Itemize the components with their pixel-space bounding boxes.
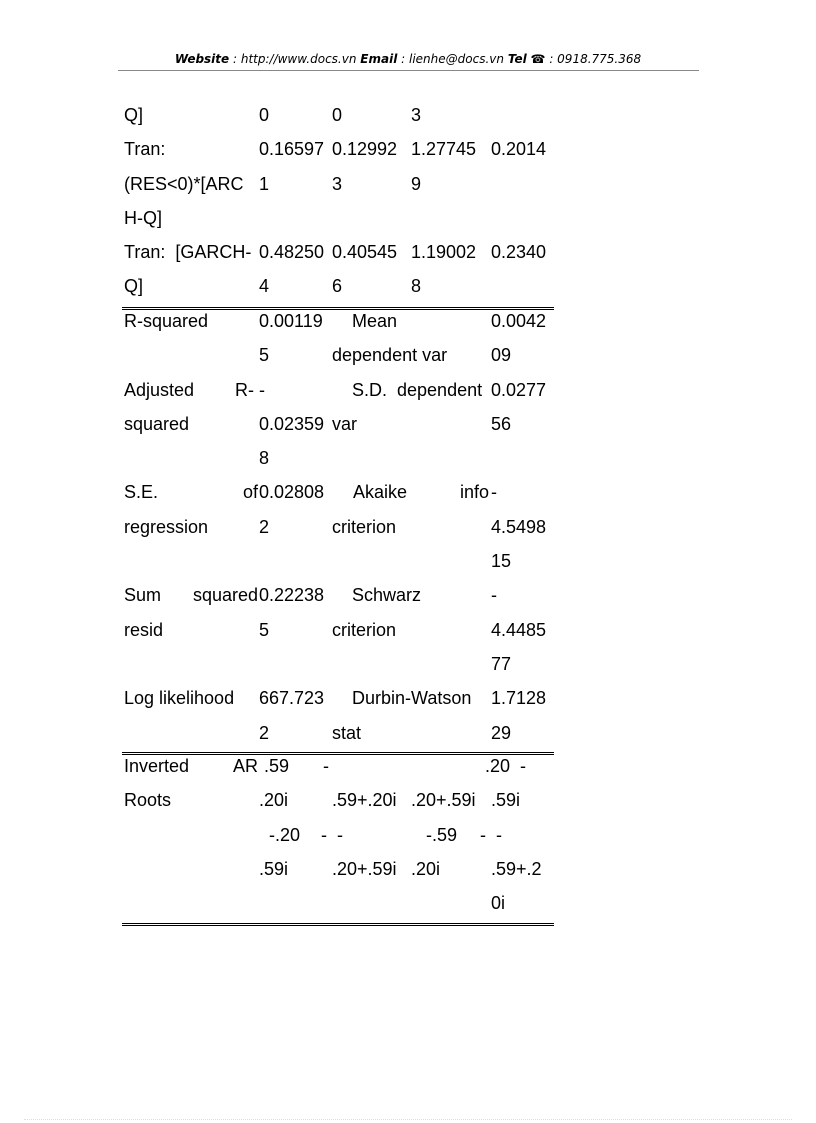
- std-error-value: 3: [332, 173, 343, 194]
- root-value: .20 -: [480, 756, 527, 776]
- stat-label-part: of: [242, 482, 258, 503]
- email-value: : lienhe@docs.vn: [401, 52, 504, 66]
- stat-value: 0.0042: [491, 311, 547, 331]
- row-label: (RES<0)*[ARC: [124, 173, 244, 194]
- stat-label: regression: [124, 516, 209, 537]
- root-value: .59i: [259, 858, 289, 879]
- stat-label: var: [332, 413, 358, 434]
- statistics-table: [122, 304, 554, 750]
- roots-label: [124, 749, 258, 783]
- website-label: Website: [174, 52, 230, 66]
- stat-value: 2: [259, 516, 270, 537]
- table-row: [122, 304, 554, 338]
- stat-label-part: S.E.: [124, 482, 159, 503]
- stat-value: 0.00119: [259, 311, 323, 331]
- table-row: [122, 716, 554, 750]
- root-value: .20i: [259, 790, 289, 811]
- table-row: [122, 578, 554, 612]
- stat-label: [124, 373, 254, 407]
- z-stat-value: 9: [411, 173, 422, 194]
- root-value: -.59: [411, 824, 458, 845]
- table-row: [122, 818, 554, 852]
- stat-label-part: Sum: [124, 585, 162, 606]
- table-row: [122, 441, 554, 475]
- table-row: [122, 235, 554, 269]
- table-row: [122, 852, 554, 886]
- std-error-value: 0: [332, 105, 343, 125]
- row-label: H-Q]: [124, 207, 162, 228]
- stat-label: stat: [332, 722, 362, 743]
- row-label: Tran: [GARCH-: [124, 242, 252, 263]
- stat-label-part: Adjusted: [124, 379, 195, 400]
- stat-label-part: R-: [235, 379, 254, 400]
- stat-label: Schwarz: [332, 585, 422, 606]
- stat-label: criterion: [332, 619, 397, 640]
- stat-value: 0.0277: [491, 379, 547, 400]
- stat-value: 15: [491, 551, 512, 572]
- coefficient-value: 0.48250: [259, 242, 325, 263]
- stat-value: 4.5498: [491, 516, 547, 537]
- table-row: [122, 269, 554, 303]
- stat-label: squared: [124, 413, 190, 434]
- table-row: [122, 338, 554, 372]
- stat-value: -: [491, 585, 497, 606]
- roots-label-part: Inverted: [124, 756, 190, 776]
- std-error-value: 6: [332, 276, 343, 297]
- stat-label-part: squared: [192, 585, 258, 606]
- stat-label: R-squared: [124, 311, 209, 331]
- stat-value: 56: [491, 413, 512, 434]
- z-stat-value: 1.19002: [411, 242, 477, 263]
- root-value: .59i: [491, 790, 521, 811]
- table-row: [122, 544, 554, 578]
- stat-label: Durbin-Watson: [332, 688, 472, 709]
- stat-value: -: [491, 482, 497, 503]
- stat-label-part: Akaike: [353, 482, 408, 503]
- page-header: [0, 52, 816, 66]
- stat-value: 8: [259, 448, 270, 469]
- prob-value: 0.2014: [491, 139, 547, 160]
- table-row: [122, 167, 554, 201]
- tel-value: : 0918.775.368: [549, 52, 642, 66]
- root-value: -: [323, 756, 329, 776]
- stat-label-part: info: [459, 482, 489, 503]
- std-error-value: 0.12992: [332, 139, 398, 160]
- stat-label: S.D. dependent: [332, 379, 483, 400]
- stat-value: 0.02808: [259, 482, 325, 503]
- table-row: [122, 681, 554, 715]
- table-row: [122, 475, 554, 509]
- header-divider: [118, 70, 699, 71]
- coefficient-table: [122, 98, 554, 304]
- root-value: .20+.59i: [332, 858, 397, 879]
- coefficient-value: 0: [259, 105, 270, 125]
- row-label: Tran:: [124, 139, 166, 160]
- stat-value: -: [259, 379, 265, 400]
- email-label: Email: [360, 52, 398, 66]
- root-value: .20i: [411, 858, 441, 879]
- row-label: Q]: [124, 105, 144, 125]
- stat-label: [124, 475, 258, 509]
- stat-value: 2: [259, 722, 270, 743]
- stat-value: 29: [491, 722, 512, 743]
- prob-value: 0.2340: [491, 242, 547, 263]
- root-value: .59: [259, 756, 290, 776]
- root-value: -.20: [259, 824, 301, 845]
- coefficient-value: 0.16597: [259, 139, 325, 160]
- stat-label: resid: [124, 619, 164, 640]
- phone-icon: ☎: [530, 52, 546, 66]
- roots-label: Roots: [124, 790, 172, 811]
- root-value: 0i: [491, 893, 506, 914]
- table-row: [122, 783, 554, 817]
- table-row: [122, 886, 554, 920]
- table-row: [122, 132, 554, 166]
- roots-label-part: AR: [232, 756, 258, 776]
- stat-value: 5: [259, 619, 270, 640]
- root-value: - -: [321, 824, 343, 845]
- inverted-roots-table: [122, 749, 554, 920]
- coefficient-value: 1: [259, 173, 270, 194]
- z-stat-value: 3: [411, 105, 422, 125]
- stat-label: [353, 475, 489, 509]
- table-row: [122, 613, 554, 647]
- stat-label: Mean: [332, 311, 398, 331]
- stat-label: [124, 578, 258, 612]
- stat-value: 77: [491, 653, 512, 674]
- std-error-value: 0.40545: [332, 242, 398, 263]
- table-row: [122, 749, 554, 783]
- website-url: : http://www.docs.vn: [233, 52, 357, 66]
- table-row: [122, 647, 554, 681]
- row-label: Q]: [124, 276, 144, 297]
- footer-divider: [24, 1119, 792, 1120]
- root-value: .20+.59i: [411, 790, 476, 811]
- tel-label: Tel: [507, 52, 527, 66]
- coefficient-value: 4: [259, 276, 270, 297]
- stat-value: 0.02359: [259, 413, 325, 434]
- table-row: [122, 373, 554, 407]
- stat-label: Log likelihood: [124, 688, 235, 709]
- stat-value: 667.723: [259, 688, 325, 709]
- root-value: .59+.2: [491, 858, 542, 879]
- table-row: [122, 407, 554, 441]
- table-row: [122, 98, 554, 132]
- z-stat-value: 1.27745: [411, 139, 477, 160]
- table-double-rule: [122, 923, 554, 926]
- stat-label: criterion: [332, 516, 397, 537]
- z-stat-value: 8: [411, 276, 422, 297]
- stat-value: 1.7128: [491, 688, 547, 709]
- root-value: - -: [480, 824, 502, 845]
- stat-value: 0.22238: [259, 585, 325, 606]
- stat-label: dependent var: [332, 345, 448, 366]
- stat-value: 4.4485: [491, 619, 547, 640]
- table-row: [122, 201, 554, 235]
- stat-value: 09: [491, 345, 512, 366]
- stat-value: 5: [259, 345, 270, 366]
- table-row: [122, 510, 554, 544]
- root-value: .59+.20i: [332, 790, 397, 811]
